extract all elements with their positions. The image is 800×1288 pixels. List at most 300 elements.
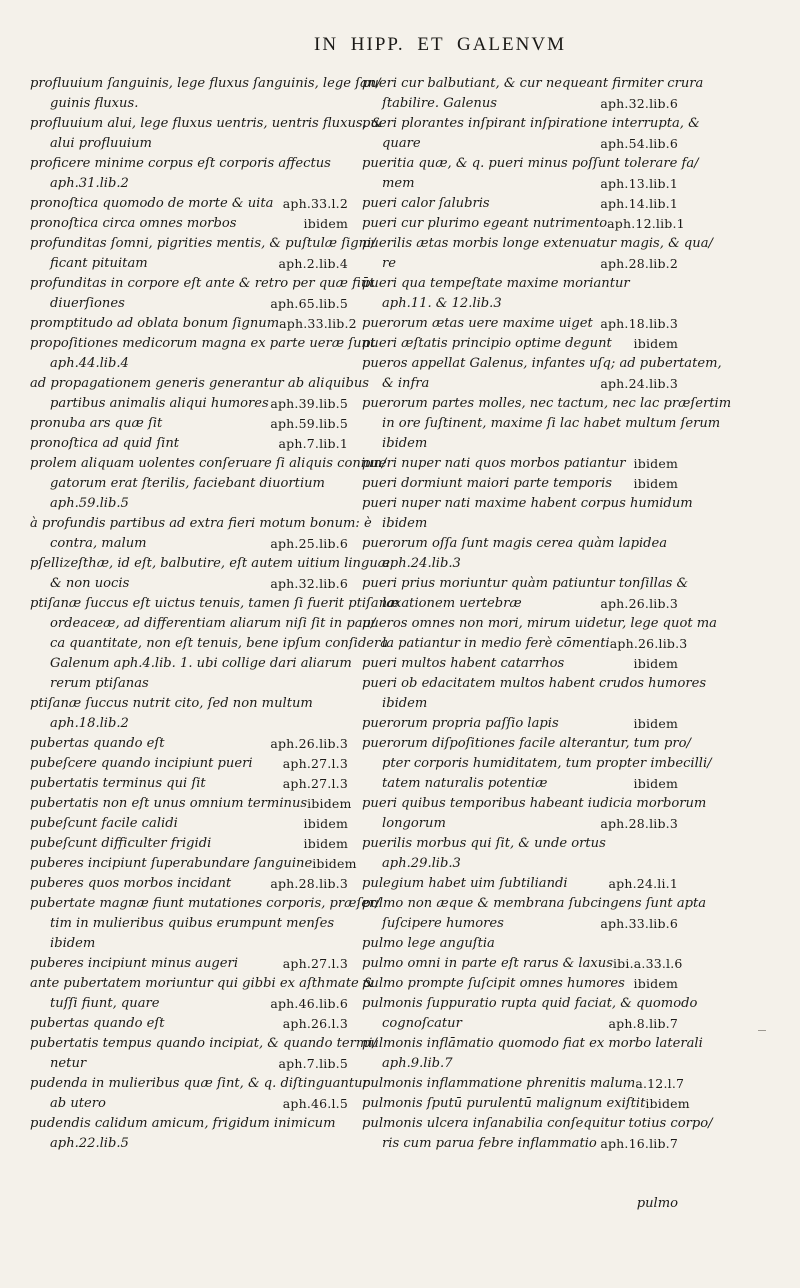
running-head: IN HIPP. ET GALENVM [314,34,566,55]
entry-reference: aph.7.lib.1 [278,436,348,451]
index-entry [362,954,683,974]
index-entry [30,514,372,554]
entry-text: pubertas quando eſt [30,1016,165,1031]
entry-line [362,534,678,554]
entry-text: pulmonis ulcera inſanabilia conſequitur totius corpo/ [362,1116,713,1131]
entry-text: tuſſi fiunt, quare [50,996,160,1011]
index-entry [30,594,400,694]
entry-text: & infra [382,376,430,391]
entry-line [30,1134,348,1154]
entry-reference: ibi.a.33.l.6 [612,956,683,971]
entry-line [30,334,376,354]
index-entry [30,794,352,814]
entry-line [30,994,348,1014]
entry-text: guinis fluxus. [50,96,139,111]
entry-reference: ibidem [303,836,348,851]
entry-reference: aph.2.lib.4 [278,256,348,271]
index-entry [362,274,678,314]
entry-line [362,974,678,994]
entry-text: pueri multos habent catarrhos [362,656,565,671]
entry-text: pubertas quando eſt [30,736,165,751]
index-entry [362,734,712,794]
entry-line [30,134,348,154]
entry-line [362,394,732,414]
entry-line [362,254,678,274]
entry-text: aph.59.lib.5 [50,496,129,511]
entry-reference: aph.24.li.1 [608,876,678,891]
index-entry [362,1074,685,1094]
entry-text: ab utero [50,1096,106,1111]
entry-line [362,994,698,1014]
entry-line [30,574,348,594]
entry-line [362,1134,678,1154]
entry-line [30,754,348,774]
entry-reference: ibidem [633,336,678,351]
entry-text: longorum [382,816,446,831]
entry-text: pulmonis inflammatione phrenitis malum [362,1076,636,1091]
entry-text: ibidem [382,516,428,531]
entry-reference: aph.26.lib.3 [270,736,348,751]
entry-text: pueri qua tempeſtate maxime moriantur [362,276,630,291]
entry-text: pueros appellat Galenus, infantes uſq; ad pubertatem, [362,356,722,371]
entry-text: pueri cur plurimo egeant nutrimento [362,216,608,231]
entry-text: pulmonis ſputū purulentū malignum exiſtit [362,1096,646,1111]
entry-reference: aph.46.lib.6 [270,996,348,1011]
index-entry [30,434,348,454]
entry-reference: aph.12.lib.1 [607,216,685,231]
index-entry [30,894,380,954]
entry-text: pueri plorantes inſpirant inſpiratione interrupta, & [362,116,700,131]
index-entry [30,694,348,734]
entry-line [30,474,348,494]
entry-line [362,934,678,954]
entry-text: pueri nuper nati quos morbos patiantur [362,456,626,471]
entry-line [362,514,678,534]
entry-text: puerorum ætas uere maxime uiget [362,316,593,331]
entry-reference: aph.18.lib.3 [600,316,678,331]
entry-reference: aph.33.lib.2 [279,316,357,331]
entry-reference: aph.54.lib.6 [600,136,678,151]
index-entry [362,574,689,614]
index-entry [30,334,376,374]
entry-line [30,534,348,554]
entry-line [30,774,348,794]
entry-line [30,674,348,694]
index-entry [362,1114,713,1154]
entry-text: profunditas ſomni, pigrities mentis, & puſtulæ ſigni/ [30,236,376,251]
entry-text: prolem aliquam uolentes conſeruare ſi aliquis coniun/ [30,456,387,471]
entry-text: pueri dormiunt maiori parte temporis [362,476,612,491]
entry-text: pulmonis inflāmatio quomodo fiat ex morbo laterali [362,1036,703,1051]
entry-text: rerum ptiſanas [50,676,149,691]
entry-text: pubeſcunt facile calidi [30,816,178,831]
entry-line [30,954,348,974]
entry-reference: aph.16.lib.7 [600,1136,678,1151]
index-entry [30,194,348,214]
entry-text: netur [50,1056,87,1071]
index-entry [30,874,348,894]
entry-text: pueri æſtatis principio optime degunt [362,336,612,351]
entry-line [30,294,348,314]
entry-line [30,174,348,194]
index-entry [362,534,678,574]
entry-text: tim in mulieribus quibus erumpunt menſes [50,916,335,931]
index-entry [30,834,348,854]
entry-text: ibidem [50,936,96,951]
index-entry [30,274,375,314]
entry-text: ptiſanæ ſuccus nutrit cito, ſed non multum [30,696,313,711]
entry-text: promptitudo ad oblata bonum ſignum [30,316,280,331]
entry-reference: aph.46.l.5 [282,1096,348,1111]
entry-reference: aph.25.lib.6 [270,536,348,551]
entry-line [362,214,685,234]
entry-text: ſtabilire. Galenus [382,96,497,111]
entry-text: puerorum oſſa ſunt magis cerea quàm lapidea [362,536,668,551]
entry-reference: ibidem [307,796,352,811]
index-entry [362,334,678,354]
entry-text: aph.9.lib.7 [382,1056,453,1071]
entry-line [30,274,375,294]
entry-text: laxationem uertebræ [382,596,522,611]
entry-reference: ibidem [633,476,678,491]
index-entry [30,414,348,434]
entry-line [362,894,707,914]
entry-reference: aph.33.lib.6 [600,916,678,931]
index-entry [362,1034,703,1074]
entry-line [362,774,678,794]
entry-reference: aph.39.lib.5 [270,396,348,411]
entry-line [30,794,352,814]
index-entry [30,754,348,774]
entry-line [362,454,678,474]
entry-text: Galenum aph.4.lib. 1. ubi collige dari aliarum [50,656,352,671]
entry-text: alui profluuium [50,136,152,151]
entry-text: pulegium habet uim ſubtiliandi [362,876,568,891]
entry-line [30,734,348,754]
entry-reference: ibidem [633,976,678,991]
entry-reference: aph.26.lib.3 [609,636,688,651]
entry-reference: aph.14.lib.1 [600,196,678,211]
entry-text: aph.11. & 12.lib.3 [382,296,502,311]
index-entry [362,614,717,654]
entry-line [362,634,688,654]
entry-line [362,494,693,514]
entry-text: pulmo lege anguſtia [362,936,495,951]
index-entry [30,1114,348,1154]
entry-text: pubertate magnæ fiunt mutationes corporis, præſer/ [30,896,380,911]
entry-line [362,854,678,874]
entry-line [30,154,348,174]
entry-reference: ibidem [633,656,678,671]
entry-line [362,474,678,494]
entry-reference: ibidem [633,776,678,791]
entry-reference: ibidem [633,716,678,731]
entry-line [30,74,381,94]
entry-line [362,134,678,154]
entry-line [362,334,678,354]
entry-reference: ibidem [303,816,348,831]
entry-text: à profundis partibus ad extra fieri motum bonum: è [30,516,372,531]
entry-line [362,1094,690,1114]
entry-line [30,354,348,374]
entry-text: pueri nuper nati maxime habent corpus humidum [362,496,693,511]
entry-text: tatem naturalis potentiæ [382,776,548,791]
entry-text: proficere minime corpus eſt corporis affectus [30,156,331,171]
entry-line [30,634,389,654]
entry-text: pubertatis non eſt unus omnium terminus [30,796,308,811]
entry-text: pubeſcunt difficulter frigidi [30,836,212,851]
entry-line [362,1074,685,1094]
index-entry [30,154,348,194]
index-entry [362,654,678,674]
entry-line [362,874,678,894]
entry-line [30,414,348,434]
entry-reference: aph.28.lib.3 [600,816,678,831]
entry-text: pueros omnes non mori, mirum uidetur, lege quot ma [362,616,717,631]
entry-line [30,254,348,274]
entry-text: pſellizeſthæ, id eſt, balbutire, eſt autem uitium linguæ [30,556,391,571]
entry-line [30,874,348,894]
entry-text: pulmo prompte ſuſcipit omnes humores [362,976,625,991]
entry-line [30,454,387,474]
entry-text: pueri ob edacitatem multos habent crudos humores [362,676,707,691]
entry-line [30,834,348,854]
entry-line [362,554,678,574]
index-entry [30,314,357,334]
index-entry [362,154,699,194]
entry-line [362,414,721,434]
entry-line [30,434,348,454]
index-entry [30,814,348,834]
entry-text: profunditas in corpore eſt ante & retro per quæ fiūt [30,276,375,291]
entry-line [362,1034,703,1054]
entry-text: la patiantur in medio ferè cōmenti [382,636,610,651]
entry-line [30,854,357,874]
entry-text: ad propagationem generis generantur ab aliquibus [30,376,369,391]
entry-text: aph.22.lib.5 [50,1136,129,1151]
entry-line [30,94,348,114]
entry-text: ordeaceæ, ad differentiam aliarum niſi ſit in pau/ [50,616,376,631]
entry-text: puerilis ætas morbis longe extenuatur magis, & qua/ [362,236,713,251]
entry-reference: aph.32.lib.6 [600,96,678,111]
entry-text: ris cum parua febre inflammatio [382,1136,597,1151]
entry-line [30,554,391,574]
entry-text: in ore ſuſtinent, maxime ſi lac habet multum ſerum [382,416,721,431]
entry-reference: ibidem [633,456,678,471]
entry-line [30,234,376,254]
entry-text: ficant pituitam [50,256,148,271]
entry-line [362,654,678,674]
index-entry [30,1014,348,1034]
index-entry [362,214,685,234]
entry-line [30,814,348,834]
catchword: pulmo [636,1196,678,1211]
entry-line [30,614,376,634]
entry-line [30,1034,377,1054]
entry-text: pudendis calidum amicum, frigidum inimicum [30,1116,336,1131]
entry-line [362,154,699,174]
entry-line [362,234,713,254]
entry-line [362,1014,678,1034]
entry-line [30,1094,348,1114]
index-entry [30,374,369,414]
entry-line [362,674,707,694]
index-entry [362,454,678,474]
entry-reference: aph.59.lib.5 [270,416,348,431]
entry-text: aph.31.lib.2 [50,176,129,191]
entry-reference: ibidem [303,216,348,231]
index-entry [362,354,722,394]
entry-reference: ibidem [645,1096,690,1111]
index-entry [362,874,678,894]
entry-line [362,1114,713,1134]
entry-text: pronoſtica ad quid ſint [30,436,180,451]
entry-line [30,654,352,674]
index-entry [30,854,357,874]
entry-reference: aph.28.lib.2 [600,256,678,271]
entry-text: puerorum diſpoſitiones facile alterantur, tum pro/ [362,736,691,751]
entry-text: pubertatis terminus qui ſit [30,776,206,791]
entry-line [30,374,369,394]
entry-line [362,194,678,214]
entry-text: pronuba ars quæ ſit [30,416,163,431]
entry-reference: aph.27.l.3 [282,776,348,791]
entry-text: pueri quibus temporibus habeant iudicia morborum [362,796,707,811]
entry-text: ca quantitate, non eſt tenuis, bene ipſum conſidera [50,636,389,651]
entry-text: puerorum partes molles, nec tactum, nec lac præſertim [362,396,732,411]
entry-text: aph.29.lib.3 [382,856,461,871]
entry-reference: aph.27.l.3 [282,756,348,771]
entry-reference: aph.26.lib.3 [600,596,678,611]
index-entry [362,974,678,994]
entry-text: pueri calor ſalubris [362,196,490,211]
entry-text: ptiſanæ ſuccus eſt uictus tenuis, tamen ſi fuerit ptiſanæ [30,596,400,611]
index-entry [30,774,348,794]
entry-text: pubeſcere quando incipiunt pueri [30,756,253,771]
entry-line [362,714,678,734]
entry-text: pudenda in mulieribus quæ ſint, & q. diſtinguantur [30,1076,369,1091]
entry-line [30,514,372,534]
index-entry [362,234,713,274]
entry-text: pueri cur balbutiant, & cur nequeant firmiter crura [362,76,704,91]
entry-text: contra, malum [50,536,147,551]
entry-text: mem [382,176,415,191]
entry-reference: aph.13.lib.1 [600,176,678,191]
entry-line [362,94,678,114]
entry-line [362,834,678,854]
entry-line [30,1074,369,1094]
index-entry [362,494,693,534]
index-entry [362,474,678,494]
entry-reference: aph.28.lib.3 [270,876,348,891]
index-entry [30,454,387,514]
entry-line [30,194,348,214]
entry-line [362,574,689,594]
index-entry [362,1094,690,1114]
entry-text: aph.24.lib.3 [382,556,461,571]
index-entry [362,74,704,114]
entry-text: pronoſtica circa omnes morbos [30,216,237,231]
entry-reference: a.12.l.7 [635,1076,685,1091]
entry-line [30,1014,348,1034]
entry-text: aph.44.lib.4 [50,356,129,371]
entry-text: ſuſcipere humores [382,916,504,931]
index-entry [30,954,348,974]
index-entry [30,974,375,1014]
index-entry [362,674,707,714]
index-entry [362,934,678,954]
entry-text: pulmo non æque & membrana ſubcingens ſunt apta [362,896,707,911]
entry-line [30,1114,348,1134]
entry-line [30,314,357,334]
entry-line [362,294,678,314]
entry-reference: aph.24.lib.3 [600,376,678,391]
entry-line [362,734,691,754]
index-entry [362,314,678,334]
entry-line [30,914,348,934]
entry-text: gatorum erat ſterilis, faciebant diuortium [50,476,325,491]
entry-text: cognoſcatur [382,1016,462,1031]
entry-line [30,494,348,514]
entry-line [30,214,348,234]
entry-line [30,934,348,954]
entry-line [30,974,375,994]
entry-text: pulmo omni in parte eſt rarus & laxus [362,956,613,971]
entry-text: profluuium alui, lege fluxus uentris, uentris fluxus, & [30,116,383,131]
margin-mark [758,1030,766,1031]
entry-reference: aph.33.l.2 [282,196,348,211]
entry-reference: aph.32.lib.6 [270,576,348,591]
entry-line [362,1054,678,1074]
index-column-right [362,74,732,1154]
entry-text: pronoſtica quomodo de morte & uita [30,196,274,211]
entry-line [362,114,700,134]
index-entry [30,734,348,754]
entry-text: aph.18.lib.2 [50,716,129,731]
index-entry [30,234,376,274]
entry-line [30,714,348,734]
index-entry [362,194,678,214]
entry-line [362,794,707,814]
entry-text: re [382,256,397,271]
entry-line [362,174,678,194]
index-entry [362,994,698,1034]
entry-line [30,894,380,914]
entry-line [362,594,678,614]
entry-reference: aph.26.l.3 [282,1016,348,1031]
entry-line [362,314,678,334]
entry-line [362,74,704,94]
entry-line [30,1054,348,1074]
index-entry [30,1034,377,1074]
index-entry [362,794,707,834]
entry-line [362,754,712,774]
entry-line [30,394,348,414]
entry-line [362,374,678,394]
entry-text: quare [382,136,421,151]
index-entry [362,394,732,454]
index-entry [30,554,391,594]
entry-line [362,914,678,934]
entry-text: puerorum propria paſſio lapis [362,716,559,731]
entry-text: diuerſiones [50,296,125,311]
entry-line [362,814,678,834]
entry-text: pter corporis humiditatem, tum propter imbecilli/ [382,756,712,771]
index-entry [30,1074,369,1114]
entry-line [362,614,717,634]
entry-reference: aph.8.lib.7 [608,1016,678,1031]
entry-text: ante pubertatem moriuntur qui gibbi ex aſthmate & [30,976,375,991]
